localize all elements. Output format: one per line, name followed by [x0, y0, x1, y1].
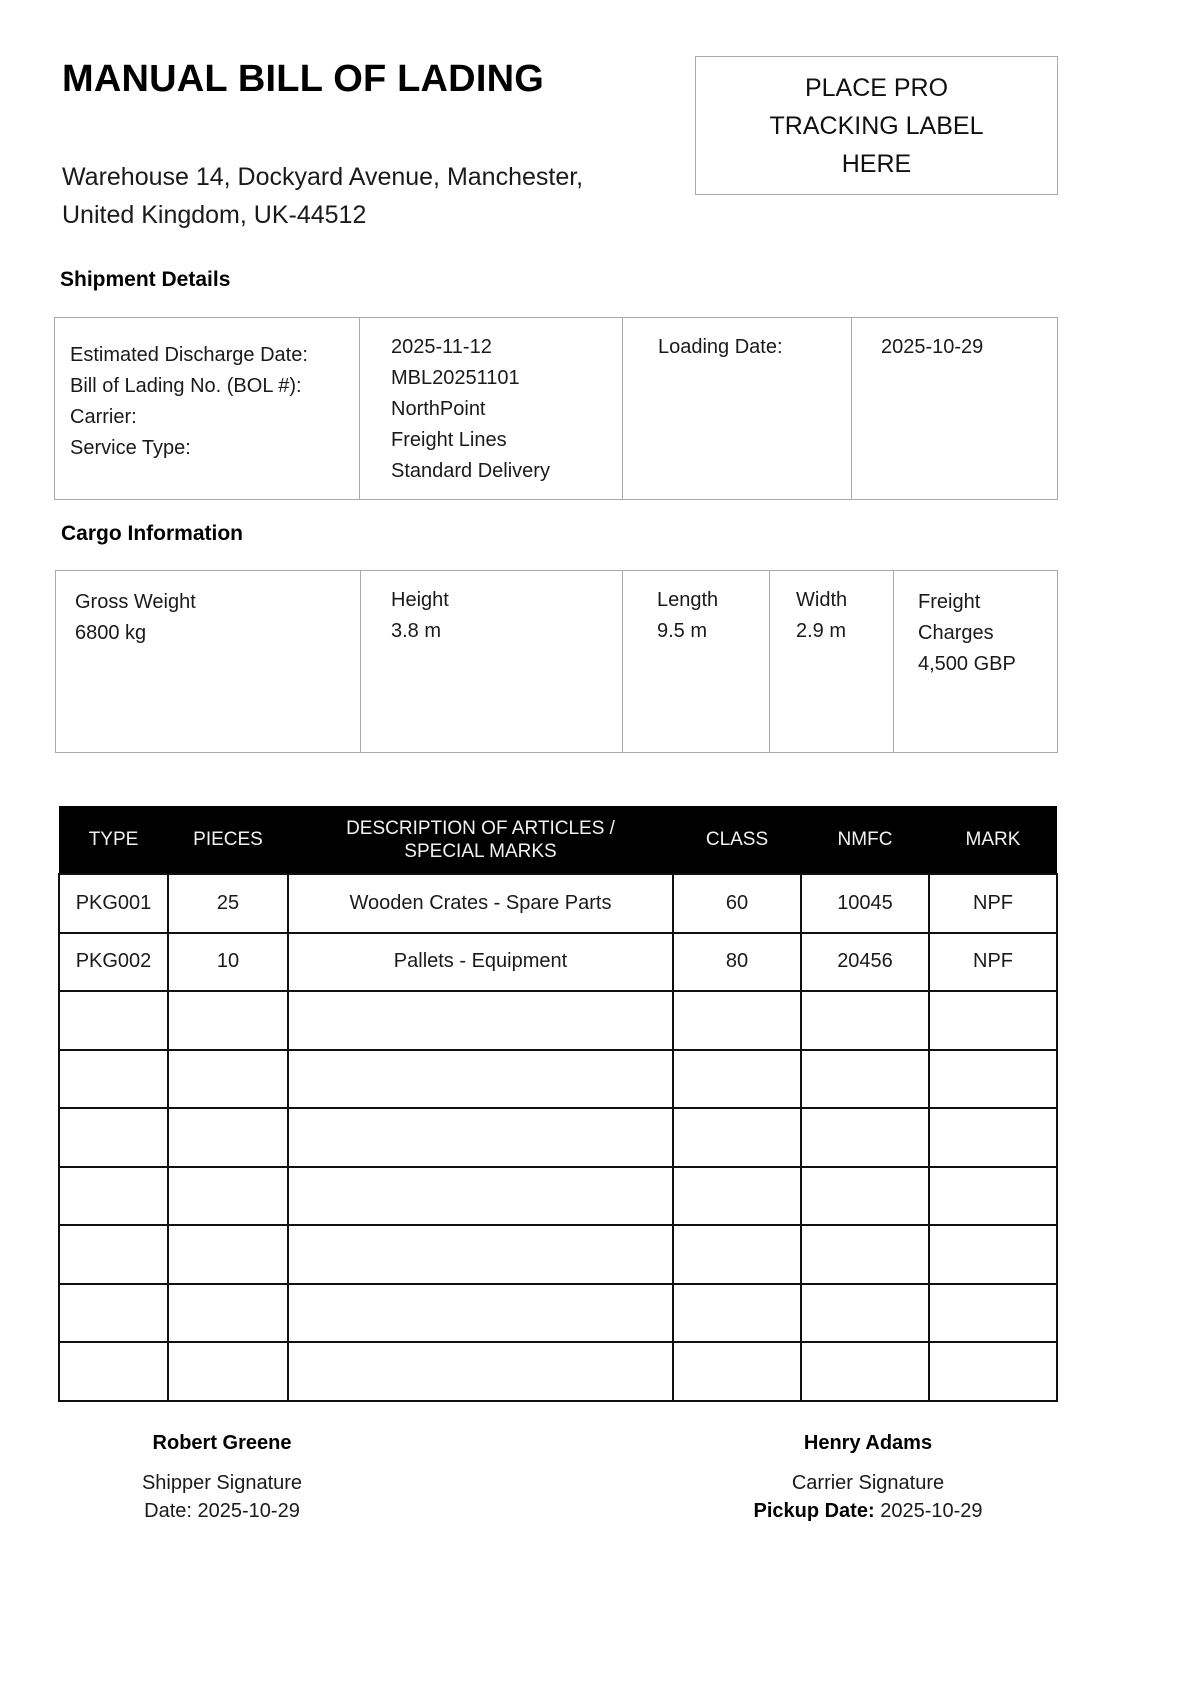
- type-cell: [59, 1342, 168, 1401]
- estimated-discharge-date-label: Estimated Discharge Date:: [70, 344, 308, 366]
- pickup-date-label: Pickup Date:: [753, 1500, 875, 1522]
- pickup-date-value: 2025-10-29: [880, 1500, 983, 1522]
- pieces-cell: [168, 1342, 288, 1401]
- table-row: [59, 1284, 1057, 1343]
- shipment-labels-cell: [55, 318, 360, 499]
- pieces-cell: 25: [168, 874, 288, 933]
- estimated-discharge-date-value: 2025-11-12: [391, 336, 492, 358]
- loading-date-label: Loading Date:: [658, 336, 783, 358]
- mark-cell: [929, 1342, 1057, 1401]
- cargo-information-table: [55, 570, 1058, 753]
- shipment-values-cell: [360, 318, 623, 499]
- carrier-label: Carrier:: [70, 406, 137, 428]
- table-row: [59, 1167, 1057, 1226]
- pieces-cell: [168, 1284, 288, 1343]
- freight-charges-label-line-2: Charges: [918, 622, 994, 644]
- type-cell: [59, 1108, 168, 1167]
- class-cell: 60: [673, 874, 801, 933]
- freight-charges-value: 4,500 GBP: [918, 653, 1016, 675]
- gross-weight-label: Gross Weight: [75, 591, 196, 613]
- type-cell: PKG001: [59, 874, 168, 933]
- loading-date-label-cell: [623, 318, 852, 499]
- mark-cell: [929, 1284, 1057, 1343]
- bol-number-label: Bill of Lading No. (BOL #):: [70, 375, 302, 397]
- description-cell: Wooden Crates - Spare Parts: [288, 874, 673, 933]
- tracking-label-placeholder: [695, 56, 1058, 195]
- pieces-cell: 10: [168, 933, 288, 992]
- type-cell: [59, 1225, 168, 1284]
- nmfc-cell: [801, 991, 929, 1050]
- freight-charges-label-line-1: Freight: [918, 591, 981, 613]
- class-cell: [673, 1342, 801, 1401]
- shipper-signature-label: Shipper Signature: [141, 1472, 303, 1494]
- mark-cell: NPF: [929, 874, 1057, 933]
- pieces-cell: [168, 1108, 288, 1167]
- description-cell: [288, 1284, 673, 1343]
- nmfc-cell: 20456: [801, 933, 929, 992]
- table-row: [59, 1342, 1057, 1401]
- service-type-label: Service Type:: [70, 437, 191, 459]
- nmfc-cell: [801, 1108, 929, 1167]
- class-cell: [673, 1167, 801, 1226]
- address-line-1: Warehouse 14, Dockyard Avenue, Manchester,: [62, 163, 584, 191]
- column-header-description: [288, 806, 673, 874]
- mark-cell: [929, 1225, 1057, 1284]
- carrier-value-line-2: Freight Lines: [391, 429, 507, 451]
- type-cell: PKG002: [59, 933, 168, 992]
- length-value: 9.5 m: [657, 620, 708, 642]
- shipper-date: [122, 1497, 322, 1525]
- carrier-signature-label: Carrier Signature: [791, 1472, 945, 1494]
- height-value: 3.8 m: [391, 620, 442, 642]
- column-header-type: TYPE: [59, 806, 168, 874]
- shipment-details-table: [54, 317, 1058, 500]
- description-cell: [288, 1225, 673, 1284]
- column-header-mark: MARK: [929, 806, 1057, 874]
- class-cell: [673, 1284, 801, 1343]
- mark-cell: [929, 991, 1057, 1050]
- description-cell: Pallets - Equipment: [288, 933, 673, 992]
- address-line-2: United Kingdom, UK-44512: [62, 201, 367, 229]
- column-header-nmfc: NMFC: [801, 806, 929, 874]
- loading-date-value-cell: [852, 318, 1057, 499]
- column-header-class: CLASS: [673, 806, 801, 874]
- pieces-cell: [168, 1225, 288, 1284]
- articles-table-header-row: [59, 806, 1057, 874]
- tracking-label-line-2: TRACKING LABEL: [769, 111, 984, 140]
- gross-weight-value: 6800 kg: [75, 622, 147, 644]
- shipment-details-heading: Shipment Details: [60, 268, 231, 291]
- class-cell: 80: [673, 933, 801, 992]
- description-cell: [288, 991, 673, 1050]
- description-cell: [288, 1342, 673, 1401]
- carrier-name: Henry Adams: [803, 1432, 933, 1454]
- table-row: [59, 1225, 1057, 1284]
- nmfc-cell: [801, 1225, 929, 1284]
- description-cell: [288, 1167, 673, 1226]
- shipper-address: [62, 158, 702, 234]
- width-cell: [770, 571, 894, 752]
- gross-weight-cell: [56, 571, 361, 752]
- nmfc-cell: [801, 1284, 929, 1343]
- type-cell: [59, 1167, 168, 1226]
- table-row: [59, 991, 1057, 1050]
- nmfc-cell: 10045: [801, 874, 929, 933]
- table-row: [59, 933, 1057, 992]
- height-label: Height: [391, 589, 449, 611]
- shipper-signature-block: [122, 1432, 322, 1525]
- type-cell: [59, 1284, 168, 1343]
- width-label: Width: [796, 589, 848, 611]
- carrier-value-line-1: NorthPoint: [391, 398, 486, 420]
- tracking-label-line-1: PLACE PRO: [804, 73, 949, 102]
- description-cell: [288, 1050, 673, 1109]
- class-cell: [673, 1050, 801, 1109]
- shipper-date-value: 2025-10-29: [197, 1500, 300, 1522]
- description-cell: [288, 1108, 673, 1167]
- type-cell: [59, 991, 168, 1050]
- service-type-value: Standard Delivery: [391, 460, 550, 482]
- articles-table: [58, 806, 1058, 1402]
- column-header-pieces: PIECES: [168, 806, 288, 874]
- width-value: 2.9 m: [796, 620, 847, 642]
- freight-charges-cell: [894, 571, 1057, 752]
- carrier-signature-block: [736, 1432, 1000, 1525]
- mark-cell: [929, 1108, 1057, 1167]
- mark-cell: [929, 1167, 1057, 1226]
- bol-number-value: MBL20251101: [391, 367, 520, 389]
- nmfc-cell: [801, 1050, 929, 1109]
- type-cell: [59, 1050, 168, 1109]
- pieces-cell: [168, 991, 288, 1050]
- nmfc-cell: [801, 1342, 929, 1401]
- cargo-information-heading: Cargo Information: [61, 522, 243, 545]
- description-header-line-1: DESCRIPTION OF ARTICLES /: [346, 817, 615, 839]
- table-row: [59, 1050, 1057, 1109]
- mark-cell: NPF: [929, 933, 1057, 992]
- document-title: MANUAL BILL OF LADING: [62, 58, 544, 100]
- pieces-cell: [168, 1050, 288, 1109]
- table-row: [59, 874, 1057, 933]
- length-label: Length: [657, 589, 719, 611]
- shipper-date-label: Date:: [144, 1500, 192, 1522]
- shipper-name: Robert Greene: [152, 1432, 292, 1454]
- class-cell: [673, 991, 801, 1050]
- class-cell: [673, 1108, 801, 1167]
- length-cell: [623, 571, 770, 752]
- table-row: [59, 1108, 1057, 1167]
- pickup-date: [736, 1497, 1000, 1525]
- nmfc-cell: [801, 1167, 929, 1226]
- pieces-cell: [168, 1167, 288, 1226]
- description-header-line-2: SPECIAL MARKS: [404, 840, 557, 862]
- height-cell: [361, 571, 623, 752]
- class-cell: [673, 1225, 801, 1284]
- tracking-label-line-3: HERE: [841, 149, 912, 178]
- mark-cell: [929, 1050, 1057, 1109]
- loading-date-value: 2025-10-29: [881, 336, 984, 358]
